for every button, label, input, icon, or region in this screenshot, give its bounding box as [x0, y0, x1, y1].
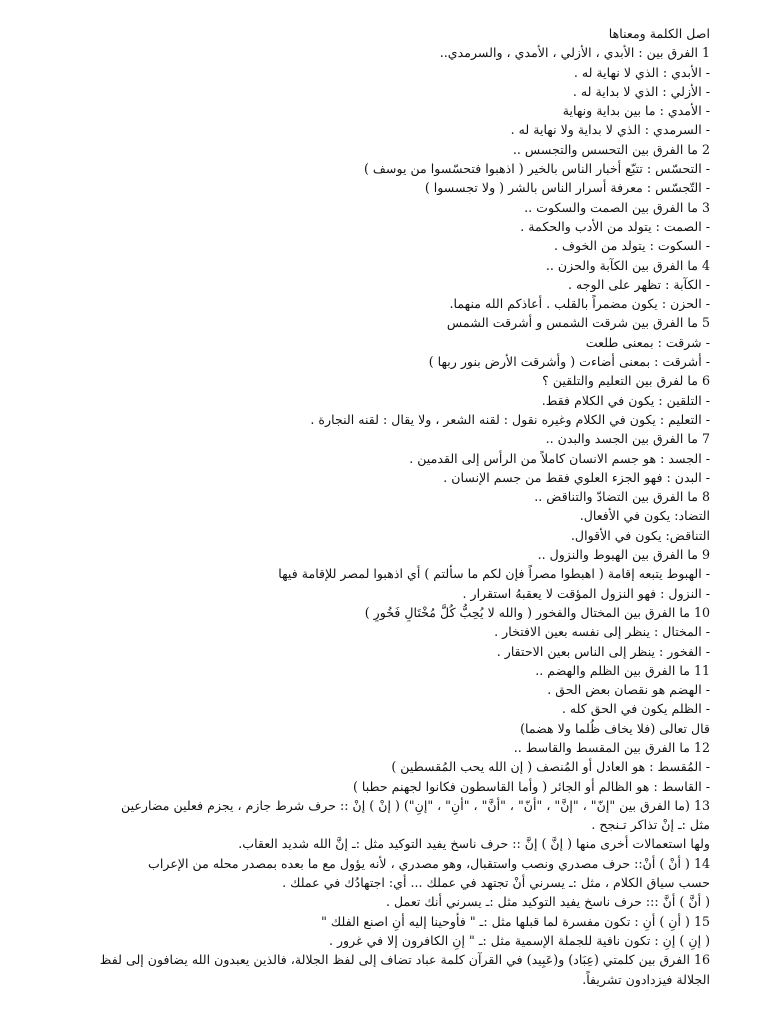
text-line: - الكآبة : تظهر على الوجه . [567, 276, 710, 292]
text-line: - الظلم يكون في الحق كله . [561, 701, 710, 717]
text-line: 7 ما الفرق بين الجسد والبدن .. [545, 431, 710, 447]
text-line: - الهبوط يتبعه إقامة ( اهبطوا مصراً فإن لكم ما سألتم ) أي اذهبوا لمصر للإقامة فيها [278, 566, 710, 582]
text-line: 16 الفرق بين كلمتي (عِبَاد) و(عَبِيد) في القرآن كلمة عباد تضاف إلى لفظ الجلالة، فالذين يعبدون الله يضافون إلى لفظ [99, 952, 710, 968]
text-line: - السكوت : يتولد من الخوف . [553, 238, 710, 254]
text-line: - القاسط : هو الظالم أو الجائر ( وأما القاسطون فكانوا لجهنم حطبا ) [353, 778, 710, 794]
text-line: - الأمدي : ما بين بداية ونهاية [562, 103, 710, 119]
text-line: 5 ما الفرق بين شرقت الشمس و أشرقت الشمس [446, 315, 710, 331]
text-line: - السرمدي : الذي لا بداية ولا نهاية له . [510, 122, 710, 138]
text-line: - أشرقت : بمعنى أضاءت ( وأشرقت الأرض بنور ربها ) [428, 354, 710, 370]
text-line: - الجسد : هو جسم الانسان كاملاً من الرأس إلى القدمين . [409, 450, 710, 466]
text-line: 10 ما الفرق بين المختال والفخور ( والله لا يُحِبُّ كُلَّ مُخْتَالٍ فَخُورٍ ) [364, 604, 710, 620]
text-line: - الفخور : ينظر إلى الناس بعين الاحتقار . [496, 643, 710, 659]
text-line: قال تعالى (فلا يخاف ظُلما ولا هضما) [520, 720, 710, 736]
text-line: ( إنِ ) إنِ : تكون نافية للجملة الإسمية مثل :ـ " إنِ الكافرون إلا في غرور . [328, 932, 710, 948]
text-line: - النزول : فهو النزول المؤقت لا يعقبهُ استقرار . [462, 585, 710, 601]
text-line: - الأبدي : الذي لا نهاية له . [573, 64, 710, 80]
text-line: 8 ما الفرق بين التضادّ والتناقض .. [534, 489, 710, 505]
text-line: 12 ما الفرق بين المقسط والقاسط .. [513, 739, 710, 755]
text-line: الجلالة فيزدادون تشريفاً. [582, 971, 710, 987]
text-line: - المُقسط : هو العادل أو المُنصف ( إن الله يحب المُقسطين ) [391, 759, 710, 775]
text-line: التناقض: يكون في الأقوال. [570, 527, 710, 543]
document-title: اصل الكلمة ومعناها [608, 26, 710, 41]
text-line: - التعليم : يكون في الكلام وغيره نقول : لقنه الشعر ، ولا يقال : لقنه النجارة . [310, 411, 710, 427]
text-line: 9 ما الفرق بين الهبوط والنزول .. [537, 547, 710, 563]
text-line: - المختال : ينظر إلى نفسه بعين الافتخار . [494, 624, 710, 640]
text-line: - شرقت : بمعنى طلعت [585, 334, 710, 350]
text-line: 6 ما لفرق بين التعليم والتلقين ؟ [542, 373, 710, 389]
text-line: التضاد: يكون في الأفعال. [579, 508, 710, 524]
text-line: 13 (ما الفرق بين "إنّ" ، "إنَّ" ، "أنّ" ، "أنَّ" ، "أنِ" ، "إنِ") ( إنْ ) إنْ :: حرف شرط جازم ، يجزم فعلين مضارعين [121, 797, 710, 813]
text-line: 3 ما الفرق بين الصمت والسكوت .. [524, 199, 710, 215]
text-line: - التحسّس : تتبّع أخبار الناس بالخير ( اذهبوا فتحسّسوا من يوسف ) [363, 161, 710, 177]
text-line: 14 ( أنْ ) أنْ:: حرف مصدري ونصب واستقبال، وهو مصدري ، لأنه يؤول مع ما بعده بمصدر محله من الإعراب [148, 855, 710, 871]
text-line: - الهضم هو نقصان بعض الحق . [547, 682, 710, 698]
text-line: 2 ما الفرق بين التحسس والتجسس .. [512, 141, 710, 157]
text-line: ( أنَّ ) أنَّ ::: حرف ناسخ يفيد التوكيد مثل :ـ يسرني أنك تعمل . [386, 894, 710, 910]
text-line: - الحزن : يكون مضمراً بالقلب . أعاذكم الله منهما. [449, 296, 710, 312]
text-line: - التّجسّس : معرفة أسرار الناس بالشر ( ولا تجسسوا ) [424, 180, 710, 196]
text-line: 15 ( أنِ ) أنِ : تكون مفسرة لما قبلها مثل :ـ " فأوحينا إليه أنِ اصنع الفلك " [321, 913, 710, 929]
text-line: حسب سياق الكلام ، مثل :ـ يسرني أنْ تجتهد في عملك ... أي: اجتهادُك في عملك . [282, 875, 710, 891]
text-line: 4 ما الفرق بين الكآبة والحزن .. [545, 257, 710, 273]
text-line: - الأزلي : الذي لا بداية له . [572, 83, 710, 99]
text-line: 11 ما الفرق بين الظلم والهضم .. [535, 662, 710, 678]
text-line: 1 الفرق بين : الأبدي ، الأزلي ، الأمدي ، والسرمدي.. [439, 45, 710, 61]
text-line: - البدن : فهو الجزء العلوي فقط من جسم الإنسان . [443, 469, 710, 485]
text-line: - الصمت : يتولد من الأدب والحكمة . [520, 218, 710, 234]
text-line: مثل :ـ إنْ تذاكر تـنجح . [591, 817, 710, 833]
text-line: ولها استعمالات أخرى منها ( إنَّ ) إنَّ :: حرف ناسخ يفيد التوكيد مثل :ـ إنَّ الله شديد العقاب. [238, 836, 710, 852]
text-line: - التلقين : يكون في الكلام فقط. [541, 392, 710, 408]
document-page [54, 24, 710, 989]
